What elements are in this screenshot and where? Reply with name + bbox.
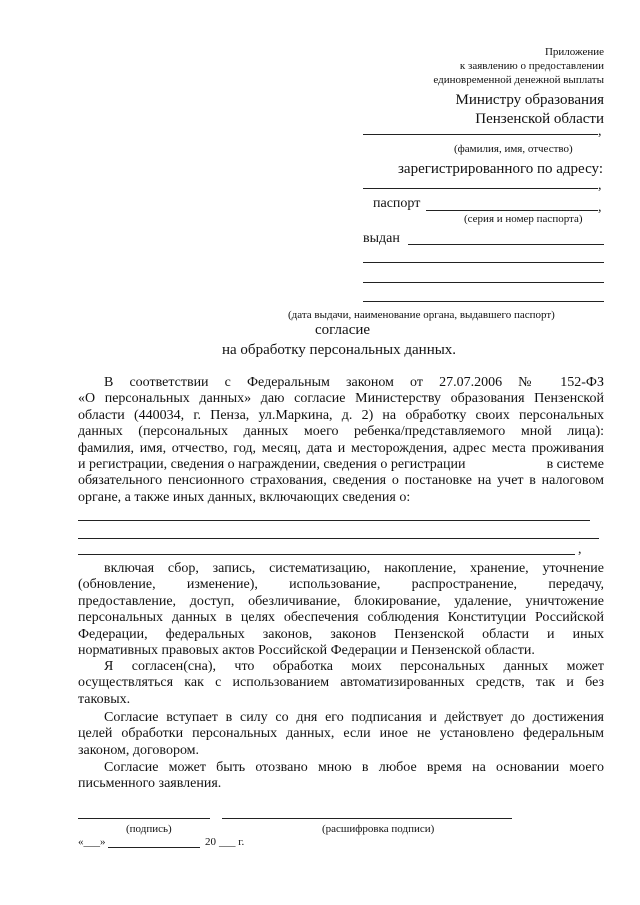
p3-line-3: таковых. bbox=[78, 691, 131, 707]
details-field-line-2[interactable] bbox=[78, 538, 599, 539]
p1-line-4: данных (персональных данных моего ребенка/представляемого мной лица): bbox=[78, 424, 604, 440]
consent-paragraph-2 bbox=[78, 561, 604, 659]
document-subtitle: на обработку персональных данных. bbox=[222, 342, 457, 358]
issued-field-line-2[interactable] bbox=[363, 262, 604, 263]
appendix-line-1: к заявлению о предоставлении bbox=[459, 60, 604, 72]
p1-line-7: обязательного пенсионного страхования, сведения о постановке на учет в налоговом bbox=[78, 473, 604, 489]
decoding-hint: (расшифровка подписи) bbox=[322, 823, 435, 835]
consent-paragraph-1 bbox=[78, 375, 604, 506]
date-century: 20 bbox=[205, 836, 216, 848]
date-year: ___ г. bbox=[219, 836, 245, 848]
passport-field-comma: , bbox=[598, 200, 602, 215]
p4-line-3: законом, договором. bbox=[78, 742, 200, 758]
p1-line-6-text: и регистрации, сведения о награждении, сведения о регистрации bbox=[78, 456, 466, 472]
p2-line-1: включая сбор, запись, систематизацию, накопление, хранение, уточнение bbox=[104, 561, 604, 576]
name-hint: (фамилия, имя, отчество) bbox=[454, 143, 573, 155]
details-field-comma: , bbox=[578, 542, 582, 557]
p2-line-3: предоставление, доступ, обезличивание, блокирование, удаление, уничтожение bbox=[78, 593, 604, 609]
p4-line-2: целей обработки персональных данных, если иное не установлено федеральным bbox=[78, 726, 604, 742]
details-field-line-3[interactable] bbox=[78, 554, 575, 555]
p3-line-1: Я согласен(сна), что обработка моих персональных данных может bbox=[104, 659, 604, 674]
address-field-comma: , bbox=[598, 178, 602, 193]
p2-line-4: персональных данных в целях обеспечения соблюдения Конституции Российской bbox=[78, 610, 604, 626]
signature-hint: (подпись) bbox=[126, 823, 172, 835]
appendix-line-2: единовременной денежной выплаты bbox=[433, 74, 604, 86]
p1-line-2: «О персональных данных» даю согласие Министерству образования Пензенской bbox=[78, 391, 604, 407]
name-field[interactable] bbox=[363, 134, 598, 135]
passport-hint: (серия и номер паспорта) bbox=[464, 213, 583, 225]
signature-decoding-field[interactable] bbox=[222, 818, 512, 819]
p4-line-1: Согласие вступает в силу со дня его подписания и действует до достижения bbox=[104, 710, 604, 725]
consent-paragraph-3 bbox=[78, 659, 604, 708]
document-title: согласие bbox=[315, 322, 371, 338]
issued-field-line-3[interactable] bbox=[363, 282, 604, 283]
addressee-line-2: Пензенской области bbox=[475, 111, 604, 127]
p1-line-1: В соответствии с Федеральным законом от 27.07.2006 № 152-ФЗ bbox=[104, 375, 604, 390]
date-month-field[interactable] bbox=[108, 847, 200, 848]
p5-line-2: письменного заявления. bbox=[78, 776, 222, 792]
p2-line-5: Федерации, федеральных законов, законов Пензенской области и иных bbox=[78, 626, 604, 642]
p3-line-2: осуществляться как с использованием автоматизированных средств, так и без bbox=[78, 675, 604, 691]
consent-paragraph-4 bbox=[78, 710, 604, 759]
p2-line-2: (обновление, изменение), использование, распространение, передачу, bbox=[78, 577, 604, 593]
p1-line-5: фамилия, имя, отчество, год, месяц, дата и месторождения, адрес места проживания bbox=[78, 440, 604, 456]
registered-label: зарегистрированного по адресу: bbox=[398, 161, 603, 177]
issued-field[interactable] bbox=[408, 244, 604, 245]
p1-line-8: органе, а также иных данных, включающих сведения о: bbox=[78, 489, 411, 505]
passport-label: паспорт bbox=[373, 196, 421, 211]
consent-paragraph-5 bbox=[78, 760, 604, 793]
p1-line-6 bbox=[78, 457, 604, 473]
p5-line-1: Согласие может быть отозвано мною в любое время на основании моего bbox=[104, 760, 604, 775]
issued-hint: (дата выдачи, наименование органа, выдавшего паспорт) bbox=[288, 309, 555, 321]
address-field[interactable] bbox=[363, 188, 598, 189]
issued-field-line-4[interactable] bbox=[363, 301, 604, 302]
addressee-line-1: Министру образования bbox=[455, 92, 604, 108]
name-field-comma: , bbox=[598, 124, 602, 139]
p1-line-6-end: в системе bbox=[546, 456, 604, 472]
appendix-title: Приложение bbox=[544, 46, 604, 58]
details-field-line-1[interactable] bbox=[78, 520, 590, 521]
passport-field[interactable] bbox=[426, 210, 598, 211]
p1-line-3: области (440034, г. Пенза, ул.Маркина, д. 2) на обработку своих персональных bbox=[78, 407, 604, 423]
date-day: «___» bbox=[78, 836, 106, 848]
signature-field[interactable] bbox=[78, 818, 210, 819]
p2-line-6: нормативных правовых актов Российской Федерации и Пензенской области. bbox=[78, 642, 535, 658]
issued-label: выдан bbox=[363, 231, 400, 246]
